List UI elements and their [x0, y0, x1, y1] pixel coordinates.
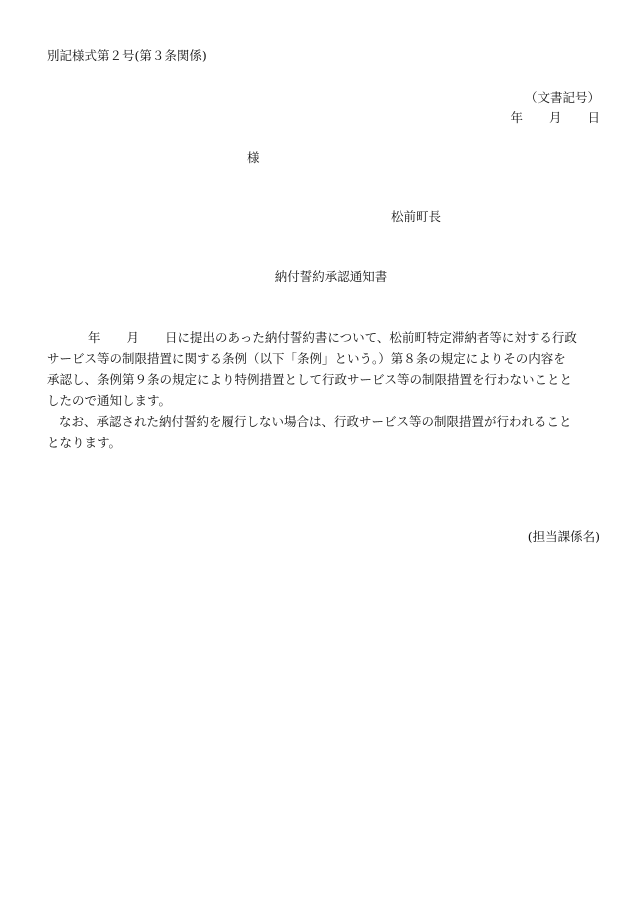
document-number: （文書記号）: [524, 90, 600, 105]
date-year: 年: [510, 110, 523, 125]
body-month: 月: [126, 330, 140, 345]
body-line: したので通知します。: [47, 393, 172, 408]
body-line: なお、承認された納付誓約を履行しない場合は、行政サービス等の制限措置が行われること: [59, 414, 572, 429]
date-day: 日: [587, 110, 600, 125]
body-paragraph-1: [47, 327, 607, 411]
recipient-honorific: 様: [247, 150, 260, 165]
date-line: [510, 110, 600, 126]
date-month: 月: [548, 110, 562, 125]
body-line: サービス等の制限措置に関する条例（以下「条例」という。）第８条の規定によりその内容を: [47, 351, 566, 366]
body-paragraph-2: [47, 411, 607, 453]
form-label: 別記様式第２号(第３条関係): [47, 48, 207, 63]
body-line: となります。: [47, 435, 122, 450]
document-title: 納付誓約承認通知書: [274, 269, 388, 284]
contact-department: (担当課係名): [527, 529, 600, 544]
sender-name: 松前町長: [391, 209, 442, 224]
body-line: 承認し、条例第９条の規定により特例措置として行政サービス等の制限措置を行わないことと: [47, 372, 573, 387]
body-line: 年 月 日に提出のあった納付誓約書について、松前町特定滞納者等に対する行政: [88, 330, 577, 345]
body-year: 年: [88, 330, 101, 345]
